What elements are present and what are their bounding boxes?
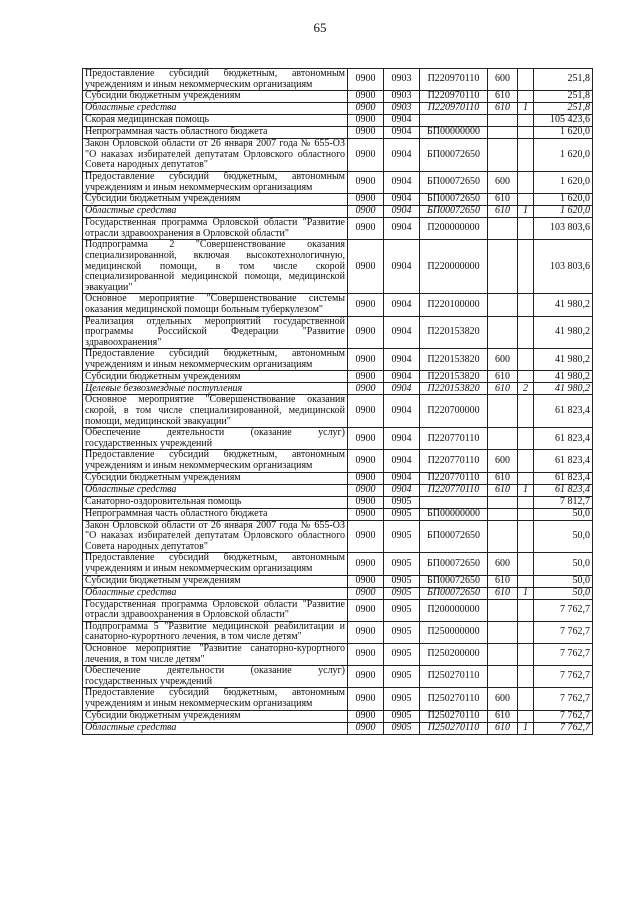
table-row <box>83 115 593 127</box>
amount-cell: 7 812,7 <box>534 496 593 508</box>
row-name-cell: Непрограммная часть областного бюджета <box>83 508 348 520</box>
table-row <box>83 206 593 218</box>
target-article-cell: П200000000 <box>420 599 488 621</box>
row-name-cell: Обеспечение деятельности (оказание услуг) государственных учреждений <box>83 428 348 450</box>
amount-cell: 61 823,4 <box>534 450 593 472</box>
row-name-cell: Обеспечение деятельности (оказание услуг) государственных учреждений <box>83 666 348 688</box>
section-code-cell: 0900 <box>348 587 384 599</box>
funding-source-cell: 1 <box>518 587 534 599</box>
section-code-cell: 0900 <box>348 553 384 575</box>
section-code-cell: 0900 <box>348 171 384 193</box>
subsection-code-cell: 0904 <box>384 472 420 484</box>
table-row <box>83 710 593 722</box>
section-code-cell: 0900 <box>348 103 384 115</box>
section-code-cell: 0900 <box>348 316 384 349</box>
subsection-code-cell: 0905 <box>384 496 420 508</box>
funding-source-cell <box>518 395 534 428</box>
target-article-cell: П220000000 <box>420 240 488 294</box>
funding-source-cell <box>518 127 534 139</box>
subsection-code-cell: 0903 <box>384 91 420 103</box>
table-row <box>83 496 593 508</box>
amount-cell: 7 762,7 <box>534 710 593 722</box>
section-code-cell: 0900 <box>348 643 384 665</box>
table-row <box>83 69 593 91</box>
expense-type-cell: 600 <box>488 171 518 193</box>
expense-type-cell <box>488 496 518 508</box>
row-name-cell: Предоставление субсидий бюджетным, автономным учреждениям и иным некоммерческим организациям <box>83 69 348 91</box>
funding-source-cell <box>518 553 534 575</box>
funding-source-cell <box>518 69 534 91</box>
target-article-cell: БП00072650 <box>420 587 488 599</box>
expense-type-cell <box>488 240 518 294</box>
row-name-cell: Основное мероприятие "Совершенствование оказания скорой, в том числе специализированной, медицинской помощи, медицинской эвакуации" <box>83 395 348 428</box>
amount-cell: 7 762,7 <box>534 666 593 688</box>
row-name-cell: Основное мероприятие "Совершенствование системы оказания медицинской помощи больным туберкулезом" <box>83 294 348 316</box>
section-code-cell: 0900 <box>348 395 384 428</box>
funding-source-cell: 1 <box>518 206 534 218</box>
funding-source-cell <box>518 643 534 665</box>
target-article-cell: П250270110 <box>420 688 488 710</box>
section-code-cell: 0900 <box>348 371 384 383</box>
section-code-cell: 0900 <box>348 206 384 218</box>
funding-source-cell <box>518 428 534 450</box>
row-name-cell: Областные средства <box>83 587 348 599</box>
row-name-cell: Предоставление субсидий бюджетным, автономным учреждениям и иным некоммерческим организациям <box>83 688 348 710</box>
section-code-cell: 0900 <box>348 710 384 722</box>
expense-type-cell: 610 <box>488 484 518 496</box>
funding-source-cell: 1 <box>518 722 534 734</box>
amount-cell: 103 803,6 <box>534 240 593 294</box>
subsection-code-cell: 0904 <box>384 127 420 139</box>
section-code-cell: 0900 <box>348 520 384 553</box>
table-row <box>83 171 593 193</box>
target-article-cell: БП00072650 <box>420 194 488 206</box>
amount-cell: 251,8 <box>534 103 593 115</box>
expense-type-cell: 610 <box>488 722 518 734</box>
table-row <box>83 139 593 172</box>
row-name-cell: Подпрограмма 2 "Совершенствование оказания специализированной, включая высокотехнологичную, медицинской помощи, в том числе скорой специализированной медицинской помощи, медицинской эвакуации" <box>83 240 348 294</box>
funding-source-cell <box>518 472 534 484</box>
row-name-cell: Субсидии бюджетным учреждениям <box>83 194 348 206</box>
table-row <box>83 349 593 371</box>
subsection-code-cell: 0905 <box>384 722 420 734</box>
page-number: 65 <box>313 20 327 35</box>
target-article-cell: БП00000000 <box>420 508 488 520</box>
table-row <box>83 666 593 688</box>
amount-cell: 50,0 <box>534 508 593 520</box>
row-name-cell: Предоставление субсидий бюджетным, автономным учреждениям и иным некоммерческим организациям <box>83 450 348 472</box>
funding-source-cell <box>518 194 534 206</box>
funding-source-cell <box>518 349 534 371</box>
target-article-cell: П220770110 <box>420 484 488 496</box>
funding-source-cell: 1 <box>518 103 534 115</box>
subsection-code-cell: 0904 <box>384 194 420 206</box>
section-code-cell: 0900 <box>348 496 384 508</box>
expense-type-cell: 600 <box>488 688 518 710</box>
row-name-cell: Областные средства <box>83 103 348 115</box>
section-code-cell: 0900 <box>348 472 384 484</box>
target-article-cell: П250270110 <box>420 666 488 688</box>
row-name-cell: Закон Орловской области от 26 января 2007 года № 655-ОЗ "О наказах избирателей депутатам Орловского областного Совета народных депутатов" <box>83 520 348 553</box>
funding-source-cell <box>518 294 534 316</box>
amount-cell: 7 762,7 <box>534 688 593 710</box>
expense-type-cell <box>488 599 518 621</box>
target-article-cell: БП00000000 <box>420 127 488 139</box>
expense-type-cell: 610 <box>488 472 518 484</box>
table-row <box>83 395 593 428</box>
table-row <box>83 472 593 484</box>
section-code-cell: 0900 <box>348 115 384 127</box>
expense-type-cell <box>488 666 518 688</box>
amount-cell: 1 620,0 <box>534 139 593 172</box>
subsection-code-cell: 0904 <box>384 428 420 450</box>
target-article-cell: П220153820 <box>420 383 488 395</box>
subsection-code-cell: 0904 <box>384 395 420 428</box>
section-code-cell: 0900 <box>348 294 384 316</box>
target-article-cell: П250200000 <box>420 643 488 665</box>
funding-source-cell <box>518 710 534 722</box>
expense-type-cell: 610 <box>488 103 518 115</box>
subsection-code-cell: 0904 <box>384 171 420 193</box>
expense-type-cell: 610 <box>488 710 518 722</box>
amount-cell: 7 762,7 <box>534 722 593 734</box>
target-article-cell: П220970110 <box>420 91 488 103</box>
amount-cell: 1 620,0 <box>534 194 593 206</box>
target-article-cell: П220153820 <box>420 349 488 371</box>
amount-cell: 41 980,2 <box>534 316 593 349</box>
subsection-code-cell: 0905 <box>384 643 420 665</box>
table-row <box>83 553 593 575</box>
amount-cell: 105 423,6 <box>534 115 593 127</box>
subsection-code-cell: 0904 <box>384 139 420 172</box>
section-code-cell: 0900 <box>348 688 384 710</box>
section-code-cell: 0900 <box>348 575 384 587</box>
expense-type-cell: 600 <box>488 349 518 371</box>
table-row <box>83 587 593 599</box>
expense-type-cell: 600 <box>488 553 518 575</box>
expense-type-cell: 600 <box>488 450 518 472</box>
funding-source-cell: 1 <box>518 484 534 496</box>
funding-source-cell <box>518 575 534 587</box>
target-article-cell: БП00072650 <box>420 553 488 575</box>
amount-cell: 1 620,0 <box>534 127 593 139</box>
amount-cell: 7 762,7 <box>534 643 593 665</box>
table-row <box>83 294 593 316</box>
amount-cell: 61 823,4 <box>534 395 593 428</box>
target-article-cell: П250270110 <box>420 722 488 734</box>
expense-type-cell: 610 <box>488 587 518 599</box>
table-row <box>83 194 593 206</box>
row-name-cell: Областные средства <box>83 206 348 218</box>
section-code-cell: 0900 <box>348 194 384 206</box>
expense-type-cell: 610 <box>488 575 518 587</box>
target-article-cell: П220970110 <box>420 69 488 91</box>
amount-cell: 50,0 <box>534 520 593 553</box>
table-row <box>83 575 593 587</box>
table-row <box>83 599 593 621</box>
amount-cell: 41 980,2 <box>534 294 593 316</box>
table-row <box>83 316 593 349</box>
expense-type-cell: 610 <box>488 91 518 103</box>
row-name-cell: Предоставление субсидий бюджетным, автономным учреждениям и иным некоммерческим организациям <box>83 171 348 193</box>
section-code-cell: 0900 <box>348 218 384 240</box>
funding-source-cell <box>518 599 534 621</box>
amount-cell: 41 980,2 <box>534 371 593 383</box>
section-code-cell: 0900 <box>348 349 384 371</box>
funding-source-cell <box>518 371 534 383</box>
target-article-cell: БП00072650 <box>420 171 488 193</box>
expense-type-cell: 610 <box>488 194 518 206</box>
table-row <box>83 520 593 553</box>
subsection-code-cell: 0904 <box>384 240 420 294</box>
funding-source-cell <box>518 171 534 193</box>
row-name-cell: Государственная программа Орловской области "Развитие отрасли здравоохранения в Орловской области" <box>83 599 348 621</box>
subsection-code-cell: 0905 <box>384 599 420 621</box>
amount-cell: 251,8 <box>534 91 593 103</box>
expense-type-cell <box>488 294 518 316</box>
row-name-cell: Закон Орловской области от 26 января 2007 года № 655-ОЗ "О наказах избирателей депутатам Орловского областного Совета народных депутатов" <box>83 139 348 172</box>
funding-source-cell <box>518 621 534 643</box>
funding-source-cell <box>518 115 534 127</box>
target-article-cell: П220153820 <box>420 371 488 383</box>
amount-cell: 50,0 <box>534 587 593 599</box>
expense-type-cell <box>488 643 518 665</box>
row-name-cell: Областные средства <box>83 722 348 734</box>
expense-type-cell <box>488 395 518 428</box>
funding-source-cell <box>518 666 534 688</box>
subsection-code-cell: 0903 <box>384 103 420 115</box>
amount-cell: 7 762,7 <box>534 621 593 643</box>
expense-type-cell <box>488 218 518 240</box>
target-article-cell: БП00072650 <box>420 575 488 587</box>
target-article-cell: П220153820 <box>420 316 488 349</box>
subsection-code-cell: 0905 <box>384 575 420 587</box>
amount-cell: 50,0 <box>534 553 593 575</box>
expense-type-cell <box>488 428 518 450</box>
target-article-cell: П220770110 <box>420 472 488 484</box>
target-article-cell: П250270110 <box>420 710 488 722</box>
target-article-cell: П220100000 <box>420 294 488 316</box>
table-row <box>83 722 593 734</box>
row-name-cell: Субсидии бюджетным учреждениям <box>83 575 348 587</box>
subsection-code-cell: 0905 <box>384 688 420 710</box>
table-row <box>83 621 593 643</box>
subsection-code-cell: 0904 <box>384 218 420 240</box>
funding-source-cell <box>518 496 534 508</box>
table-row <box>83 383 593 395</box>
subsection-code-cell: 0904 <box>384 383 420 395</box>
funding-source-cell <box>518 316 534 349</box>
row-name-cell: Предоставление субсидий бюджетным, автономным учреждениям и иным некоммерческим организациям <box>83 349 348 371</box>
target-article-cell <box>420 115 488 127</box>
subsection-code-cell: 0905 <box>384 520 420 553</box>
funding-source-cell <box>518 450 534 472</box>
budget-table <box>82 68 593 735</box>
section-code-cell: 0900 <box>348 69 384 91</box>
target-article-cell: БП00072650 <box>420 520 488 553</box>
section-code-cell: 0900 <box>348 450 384 472</box>
section-code-cell: 0900 <box>348 240 384 294</box>
amount-cell: 1 620,0 <box>534 171 593 193</box>
row-name-cell: Целевые безвозмездные поступления <box>83 383 348 395</box>
amount-cell: 50,0 <box>534 575 593 587</box>
row-name-cell: Государственная программа Орловской области "Развитие отрасли здравоохранения в Орловской области" <box>83 218 348 240</box>
funding-source-cell <box>518 520 534 553</box>
table-row <box>83 508 593 520</box>
expense-type-cell <box>488 139 518 172</box>
row-name-cell: Подпрограмма 5 "Развитие медицинской реабилитации и санаторно-курортного лечения, в том числе детям" <box>83 621 348 643</box>
subsection-code-cell: 0904 <box>384 484 420 496</box>
section-code-cell: 0900 <box>348 428 384 450</box>
funding-source-cell <box>518 240 534 294</box>
table-row <box>83 450 593 472</box>
section-code-cell: 0900 <box>348 484 384 496</box>
subsection-code-cell: 0904 <box>384 316 420 349</box>
row-name-cell: Непрограммная часть областного бюджета <box>83 127 348 139</box>
amount-cell: 103 803,6 <box>534 218 593 240</box>
table-row <box>83 688 593 710</box>
table-row <box>83 371 593 383</box>
expense-type-cell <box>488 115 518 127</box>
subsection-code-cell: 0905 <box>384 587 420 599</box>
funding-source-cell <box>518 688 534 710</box>
row-name-cell: Субсидии бюджетным учреждениям <box>83 472 348 484</box>
section-code-cell: 0900 <box>348 621 384 643</box>
subsection-code-cell: 0905 <box>384 508 420 520</box>
target-article-cell: П200000000 <box>420 218 488 240</box>
subsection-code-cell: 0905 <box>384 710 420 722</box>
expense-type-cell <box>488 127 518 139</box>
row-name-cell: Реализация отдельных мероприятий государственной программы Российской Федерации "Развитие здравоохранения" <box>83 316 348 349</box>
table-row <box>83 103 593 115</box>
row-name-cell: Субсидии бюджетным учреждениям <box>83 371 348 383</box>
section-code-cell: 0900 <box>348 722 384 734</box>
subsection-code-cell: 0905 <box>384 621 420 643</box>
amount-cell: 61 823,4 <box>534 472 593 484</box>
expense-type-cell <box>488 508 518 520</box>
section-code-cell: 0900 <box>348 666 384 688</box>
target-article-cell: П220770110 <box>420 450 488 472</box>
section-code-cell: 0900 <box>348 127 384 139</box>
subsection-code-cell: 0904 <box>384 115 420 127</box>
table-row <box>83 91 593 103</box>
subsection-code-cell: 0904 <box>384 294 420 316</box>
row-name-cell: Субсидии бюджетным учреждениям <box>83 710 348 722</box>
amount-cell: 41 980,2 <box>534 349 593 371</box>
target-article-cell: БП00072650 <box>420 206 488 218</box>
amount-cell: 7 762,7 <box>534 599 593 621</box>
target-article-cell: П250000000 <box>420 621 488 643</box>
row-name-cell: Санаторно-оздоровительная помощь <box>83 496 348 508</box>
target-article-cell: П220970110 <box>420 103 488 115</box>
amount-cell: 61 823,4 <box>534 484 593 496</box>
row-name-cell: Скорая медицинская помощь <box>83 115 348 127</box>
amount-cell: 61 823,4 <box>534 428 593 450</box>
target-article-cell: П220700000 <box>420 395 488 428</box>
section-code-cell: 0900 <box>348 599 384 621</box>
table-row <box>83 428 593 450</box>
funding-source-cell: 2 <box>518 383 534 395</box>
subsection-code-cell: 0903 <box>384 69 420 91</box>
subsection-code-cell: 0904 <box>384 371 420 383</box>
subsection-code-cell: 0904 <box>384 206 420 218</box>
funding-source-cell <box>518 508 534 520</box>
table-row <box>83 127 593 139</box>
target-article-cell: П220770110 <box>420 428 488 450</box>
subsection-code-cell: 0905 <box>384 553 420 575</box>
funding-source-cell <box>518 218 534 240</box>
subsection-code-cell: 0905 <box>384 666 420 688</box>
target-article-cell: БП00072650 <box>420 139 488 172</box>
table-row <box>83 218 593 240</box>
expense-type-cell: 610 <box>488 383 518 395</box>
row-name-cell: Областные средства <box>83 484 348 496</box>
expense-type-cell <box>488 316 518 349</box>
target-article-cell <box>420 496 488 508</box>
section-code-cell: 0900 <box>348 508 384 520</box>
expense-type-cell: 610 <box>488 371 518 383</box>
expense-type-cell: 610 <box>488 206 518 218</box>
row-name-cell: Основное мероприятие "Развитие санаторно-курортного лечения, в том числе детям" <box>83 643 348 665</box>
amount-cell: 41 980,2 <box>534 383 593 395</box>
table-row <box>83 240 593 294</box>
section-code-cell: 0900 <box>348 383 384 395</box>
funding-source-cell <box>518 139 534 172</box>
section-code-cell: 0900 <box>348 91 384 103</box>
row-name-cell: Предоставление субсидий бюджетным, автономным учреждениям и иным некоммерческим организациям <box>83 553 348 575</box>
subsection-code-cell: 0904 <box>384 450 420 472</box>
expense-type-cell <box>488 520 518 553</box>
amount-cell: 251,8 <box>534 69 593 91</box>
expense-type-cell <box>488 621 518 643</box>
subsection-code-cell: 0904 <box>384 349 420 371</box>
funding-source-cell <box>518 91 534 103</box>
row-name-cell: Субсидии бюджетным учреждениям <box>83 91 348 103</box>
section-code-cell: 0900 <box>348 139 384 172</box>
expense-type-cell: 600 <box>488 69 518 91</box>
amount-cell: 1 620,0 <box>534 206 593 218</box>
table-row <box>83 643 593 665</box>
table-row <box>83 484 593 496</box>
